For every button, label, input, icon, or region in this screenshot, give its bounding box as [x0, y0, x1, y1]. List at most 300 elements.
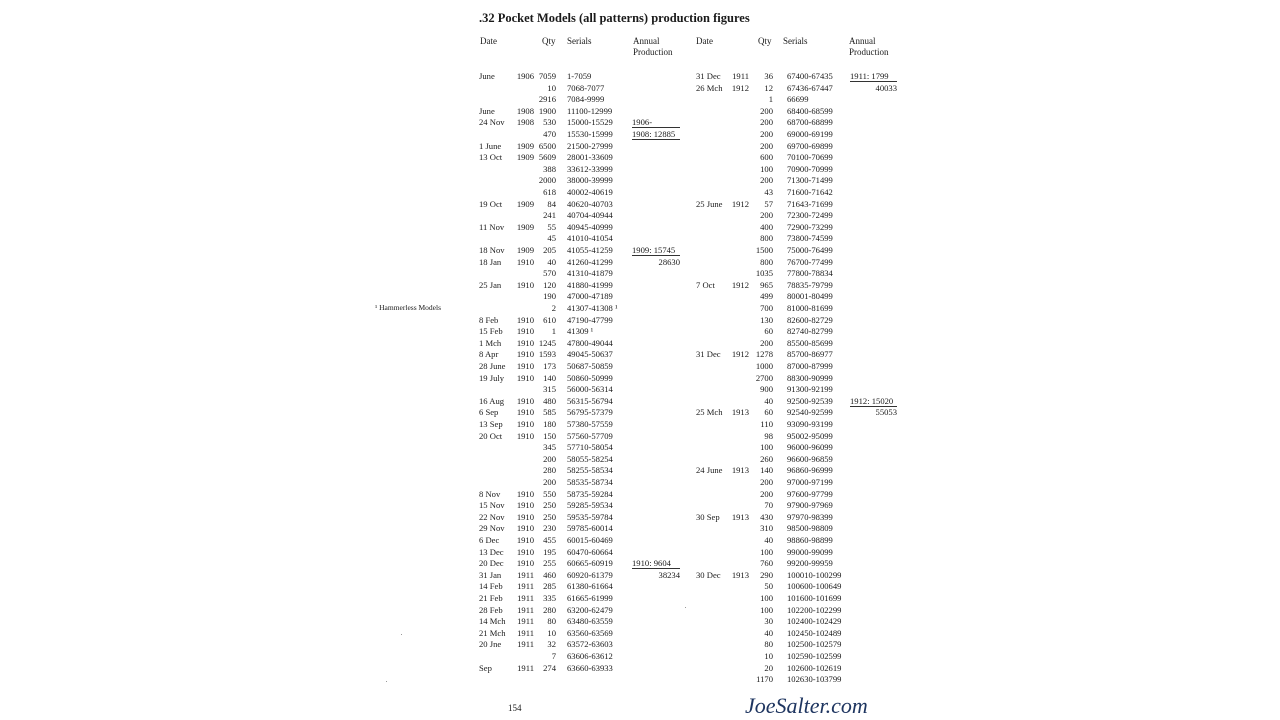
date-cell: 14 Mch [479, 616, 506, 627]
qty-cell: 2 [551, 303, 556, 313]
serials-cell: 85500-85699 [787, 337, 833, 348]
year-cell: 1913 [731, 511, 749, 522]
table-row [479, 453, 689, 465]
table-row [695, 221, 907, 233]
qty-cell: 1 [551, 326, 556, 337]
serials-cell: 102500-102579 [787, 639, 842, 650]
serials-cell: 47800-49044 [567, 337, 613, 348]
serials-cell: 92540-92599 [787, 407, 833, 418]
table-row [695, 360, 907, 372]
date-cell: 25 June [696, 198, 723, 209]
serials-cell: 63606-63612 [567, 651, 613, 661]
year-cell: 1909 [516, 245, 534, 255]
qty-cell: 100 [760, 163, 773, 174]
serials-cell: 63660-63933 [567, 662, 613, 673]
qty-cell: 460 [543, 569, 556, 580]
table-row [479, 128, 689, 140]
qty-cell: 100 [760, 442, 773, 453]
year-cell: 1910 [516, 488, 534, 499]
qty-cell: 84 [547, 198, 556, 209]
qty-cell: 32 [547, 639, 556, 650]
watermark-logo: JoeSalter.com [745, 693, 868, 718]
qty-cell: 470 [543, 129, 556, 139]
table-row [695, 488, 907, 500]
footnote-hammerless: ¹ Hammerless Models [375, 303, 441, 312]
table-row [479, 441, 689, 453]
qty-cell: 20 [764, 662, 773, 673]
qty-cell: 200 [760, 175, 773, 186]
header-qty-left: Qty [542, 36, 556, 46]
qty-cell: 2000 [538, 175, 556, 186]
table-row [479, 522, 689, 534]
table-row [479, 546, 689, 558]
table-row [479, 302, 689, 314]
table-row [695, 198, 907, 210]
table-row [479, 348, 689, 360]
year-cell: 1910 [516, 546, 534, 557]
serials-cell: 71600-71642 [787, 187, 833, 197]
table-row [695, 290, 907, 302]
table-row [479, 244, 689, 256]
date-cell: 1 June [479, 140, 502, 151]
production-table-left [479, 70, 689, 682]
serials-cell: 63200-62479 [567, 604, 613, 615]
qty-cell: 455 [543, 535, 556, 545]
table-row [695, 453, 907, 465]
qty-cell: 10 [547, 82, 556, 93]
serials-cell: 56795-57379 [567, 407, 613, 418]
date-cell: 8 Nov [479, 488, 501, 499]
table-row [695, 267, 907, 279]
table-row [479, 627, 689, 639]
serials-cell: 76700-77499 [787, 256, 833, 267]
table-row [695, 163, 907, 175]
qty-cell: 30 [764, 616, 773, 627]
table-row [695, 406, 907, 418]
table-row [479, 511, 689, 523]
year-cell: 1911 [517, 627, 534, 638]
qty-cell: 388 [543, 163, 556, 174]
annual-production-cell: 1912: 15020 [850, 395, 894, 406]
table-row [695, 534, 907, 546]
table-row [479, 337, 689, 349]
date-cell: 11 Nov [479, 221, 505, 232]
year-cell: 1911 [517, 569, 534, 580]
qty-cell: 335 [543, 593, 556, 603]
year-cell: 1911 [517, 616, 534, 627]
serials-cell: 1-7059 [567, 71, 592, 81]
serials-cell: 71643-71699 [787, 198, 833, 209]
year-cell: 1912 [731, 198, 749, 209]
qty-cell: 200 [760, 210, 773, 221]
serials-cell: 97900-97969 [787, 500, 833, 511]
year-cell: 1909 [516, 198, 534, 209]
table-row [695, 650, 907, 662]
serials-cell: 40620-40703 [567, 198, 613, 209]
table-row [695, 627, 907, 639]
qty-cell: 610 [543, 314, 556, 325]
table-row [695, 325, 907, 337]
table-row [479, 140, 689, 152]
date-cell: 16 Aug [479, 395, 505, 406]
table-row [695, 244, 907, 256]
date-cell: 7 Oct [696, 279, 715, 290]
qty-cell: 40 [764, 395, 773, 406]
serials-cell: 57560-57709 [567, 430, 613, 441]
date-cell: 18 Nov [479, 245, 505, 255]
qty-cell: 200 [760, 105, 773, 116]
serials-cell: 70100-70699 [787, 152, 833, 163]
table-row [479, 232, 689, 244]
table-row [695, 383, 907, 395]
table-row [479, 93, 689, 105]
serials-cell: 82740-82799 [787, 326, 833, 337]
year-cell: 1910 [516, 419, 534, 429]
date-cell: 31 Dec [696, 71, 721, 81]
table-row [695, 580, 907, 592]
serials-cell: 100010-100299 [787, 569, 842, 580]
annual-production-cell: 1910: 9604 [632, 558, 671, 569]
qty-cell: 100 [760, 546, 773, 557]
table-row [479, 151, 689, 163]
serials-cell: 41309 ¹ [567, 326, 594, 337]
table-row [479, 116, 689, 128]
year-cell: 1910 [516, 558, 534, 569]
serials-cell: 7084-9999 [567, 94, 605, 105]
qty-cell: 140 [543, 372, 556, 383]
serials-cell: 58735-59284 [567, 488, 613, 499]
table-row [479, 604, 689, 616]
serials-cell: 60920-61379 [567, 569, 613, 580]
date-cell: 15 Feb [479, 326, 503, 337]
qty-cell: 7 [551, 651, 556, 661]
qty-cell: 1000 [755, 361, 773, 371]
date-cell: 13 Sep [479, 419, 503, 429]
year-cell: 1908 [516, 105, 534, 116]
qty-cell: 10 [547, 627, 556, 638]
table-row [479, 406, 689, 418]
table-row [479, 476, 689, 488]
date-cell: 24 Nov [479, 117, 505, 128]
table-row [695, 499, 907, 511]
qty-cell: 190 [543, 291, 556, 302]
date-cell: 18 Jan [479, 256, 502, 267]
serials-cell: 101600-101699 [787, 593, 842, 603]
qty-cell: 200 [760, 488, 773, 499]
serials-cell: 102630-103799 [787, 674, 842, 685]
qty-cell: 2916 [538, 94, 556, 105]
serials-cell: 73800-74599 [787, 233, 833, 244]
table-row [479, 650, 689, 662]
table-row [479, 580, 689, 592]
qty-cell: 345 [543, 442, 556, 453]
qty-cell: 900 [760, 384, 773, 395]
year-cell: 1913 [731, 465, 749, 476]
production-table-right [695, 70, 907, 694]
qty-cell: 280 [543, 604, 556, 615]
serials-cell: 58535-58734 [567, 477, 613, 487]
serials-cell: 21500-27999 [567, 140, 613, 151]
qty-cell: 40 [764, 535, 773, 545]
table-row [695, 441, 907, 453]
serials-cell: 33612-33999 [567, 163, 613, 174]
serials-cell: 96860-96999 [787, 465, 833, 476]
date-cell: 30 Sep [696, 511, 720, 522]
serials-cell: 63560-63569 [567, 627, 613, 638]
table-row [695, 151, 907, 163]
qty-cell: 173 [543, 361, 556, 371]
annual-running-total-cell: 40033 [875, 82, 897, 93]
table-row [479, 209, 689, 221]
serials-cell: 61665-61999 [567, 593, 613, 603]
annual-production-cell: 1908: 12885 [632, 129, 676, 139]
qty-cell: 5609 [538, 152, 556, 163]
qty-cell: 241 [543, 210, 556, 221]
qty-cell: 1278 [755, 349, 773, 360]
serials-cell: 47190-47799 [567, 314, 613, 325]
year-cell: 1909 [516, 221, 534, 232]
header-qty-right: Qty [758, 36, 772, 46]
qty-cell: 200 [760, 117, 773, 128]
serials-cell: 96000-96099 [787, 442, 833, 453]
date-cell: 31 Dec [696, 349, 721, 360]
serials-cell: 68400-68599 [787, 105, 833, 116]
serials-cell: 15000-15529 [567, 117, 613, 128]
qty-cell: 274 [543, 662, 556, 673]
table-row [479, 638, 689, 650]
date-cell: 20 Jne [479, 639, 502, 650]
date-cell: 13 Oct [479, 152, 503, 163]
date-cell: June [479, 105, 495, 116]
serials-cell: 60665-60919 [567, 558, 613, 569]
year-cell: 1913 [731, 407, 749, 418]
serials-cell: 67436-67447 [787, 82, 833, 93]
serials-cell: 88300-90999 [787, 372, 833, 383]
serials-cell: 41307-41308 ¹ [567, 303, 618, 313]
header-date-right: Date [696, 36, 713, 46]
qty-cell: 800 [760, 256, 773, 267]
table-row [479, 198, 689, 210]
qty-cell: 600 [760, 152, 773, 163]
qty-cell: 585 [543, 407, 556, 418]
qty-cell: 36 [764, 71, 773, 81]
annual-production-cell: 1909: 15745 [632, 245, 676, 255]
date-cell: 19 July [479, 372, 505, 383]
table-row [479, 279, 689, 291]
table-row [479, 325, 689, 337]
table-row [695, 476, 907, 488]
date-cell: 13 Dec [479, 546, 504, 557]
table-row [695, 70, 907, 82]
date-cell: 1 Mch [479, 337, 502, 348]
serials-cell: 95002-95099 [787, 430, 833, 441]
serials-cell: 50687-50859 [567, 361, 613, 371]
date-cell: 22 Nov [479, 511, 505, 522]
serials-cell: 81000-81699 [787, 303, 833, 313]
qty-cell: 100 [760, 593, 773, 603]
qty-cell: 60 [764, 407, 773, 418]
serials-cell: 93090-93199 [787, 419, 833, 429]
qty-cell: 1170 [756, 674, 773, 685]
serials-cell: 40704-40944 [567, 210, 613, 221]
year-cell: 1910 [516, 361, 534, 371]
header-serials-left: Serials [567, 36, 592, 46]
date-cell: 19 Oct [479, 198, 503, 209]
qty-cell: 195 [543, 546, 556, 557]
date-cell: 21 Feb [479, 593, 503, 603]
serials-cell: 72300-72499 [787, 210, 833, 221]
table-row [695, 105, 907, 117]
year-cell: 1913 [731, 569, 749, 580]
qty-cell: 200 [760, 129, 773, 139]
serials-cell: 66699 [787, 94, 809, 105]
date-cell: 8 Feb [479, 314, 499, 325]
qty-cell: 6500 [538, 140, 556, 151]
date-cell: 24 June [696, 465, 723, 476]
serials-cell: 56315-56794 [567, 395, 613, 406]
serials-cell: 40002-40619 [567, 187, 613, 197]
serials-cell: 59785-60014 [567, 523, 613, 534]
year-cell: 1910 [516, 349, 534, 360]
date-cell: 8 Apr [479, 349, 499, 360]
serials-cell: 15530-15999 [567, 129, 613, 139]
serials-cell: 78835-79799 [787, 279, 833, 290]
year-cell: 1910 [516, 326, 534, 337]
qty-cell: 200 [543, 477, 556, 487]
serials-cell: 60015-60469 [567, 535, 613, 545]
serials-cell: 96600-96859 [787, 453, 833, 464]
table-row [479, 488, 689, 500]
serials-cell: 87000-87999 [787, 361, 833, 371]
serials-cell: 49045-50637 [567, 349, 613, 360]
serials-cell: 102200-102299 [787, 604, 842, 615]
serials-cell: 57380-57559 [567, 419, 613, 429]
table-row [479, 557, 689, 569]
serials-cell: 92500-92539 [787, 395, 833, 406]
year-cell: 1911 [517, 662, 534, 673]
qty-cell: 7059 [538, 71, 556, 81]
date-cell: June [479, 71, 495, 81]
serials-cell: 41880-41999 [567, 279, 613, 290]
serials-cell: 77800-78834 [787, 268, 833, 279]
table-row [479, 395, 689, 407]
qty-cell: 530 [543, 117, 556, 128]
year-cell: 1910 [516, 523, 534, 534]
serials-cell: 72900-73299 [787, 221, 833, 232]
annual-production-cell: 1906- [632, 117, 653, 128]
qty-cell: 130 [760, 314, 773, 325]
serials-cell: 85700-86977 [787, 349, 833, 360]
qty-cell: 280 [543, 465, 556, 476]
table-row [695, 116, 907, 128]
table-row [695, 174, 907, 186]
header-date-left: Date [480, 36, 497, 46]
qty-cell: 230 [543, 523, 556, 534]
year-cell: 1910 [516, 535, 534, 545]
table-row [479, 360, 689, 372]
qty-cell: 120 [543, 279, 556, 290]
qty-cell: 100 [760, 604, 773, 615]
table-row [695, 93, 907, 105]
annual-production-cell: 1911: 1799 [850, 71, 889, 81]
table-row [479, 186, 689, 198]
qty-cell: 60 [764, 326, 773, 337]
serials-cell: 41010-41054 [567, 233, 613, 244]
qty-cell: 40 [764, 627, 773, 638]
qty-cell: 40 [547, 256, 556, 267]
table-row [695, 464, 907, 476]
year-cell: 1909 [516, 140, 534, 151]
serials-cell: 59535-59784 [567, 511, 613, 522]
table-row [695, 418, 907, 430]
qty-cell: 250 [543, 511, 556, 522]
scan-speck [386, 681, 387, 682]
qty-cell: 700 [760, 303, 773, 313]
year-cell: 1911 [517, 593, 534, 603]
date-cell: 14 Feb [479, 581, 503, 592]
qty-cell: 290 [760, 569, 773, 580]
qty-cell: 618 [543, 187, 556, 197]
serials-cell: 59285-59534 [567, 500, 613, 511]
table-row [695, 522, 907, 534]
serials-cell: 60470-60664 [567, 546, 613, 557]
qty-cell: 1593 [538, 349, 556, 360]
qty-cell: 180 [543, 419, 556, 429]
serials-cell: 99000-99099 [787, 546, 833, 557]
serials-cell: 40945-40999 [567, 221, 613, 232]
year-cell: 1911 [517, 604, 534, 615]
date-cell: 31 Jan [479, 569, 502, 580]
qty-cell: 499 [760, 291, 773, 302]
serials-cell: 82600-82729 [787, 314, 833, 325]
table-row [695, 615, 907, 627]
serials-cell: 97970-98399 [787, 511, 833, 522]
year-cell: 1910 [516, 372, 534, 383]
date-cell: 20 Oct [479, 430, 503, 441]
table-row [695, 140, 907, 152]
qty-cell: 200 [760, 140, 773, 151]
year-cell: 1911 [517, 639, 534, 650]
serials-cell: 47000-47189 [567, 291, 613, 302]
qty-cell: 1 [768, 94, 773, 105]
date-cell: 6 Sep [479, 407, 499, 418]
table-row [695, 638, 907, 650]
qty-cell: 800 [760, 233, 773, 244]
table-row [695, 314, 907, 326]
qty-cell: 480 [543, 395, 556, 406]
qty-cell: 140 [760, 465, 773, 476]
qty-cell: 315 [543, 384, 556, 395]
qty-cell: 285 [543, 581, 556, 592]
qty-cell: 1500 [755, 245, 773, 255]
qty-cell: 10 [764, 651, 773, 661]
table-row [695, 372, 907, 384]
table-row [479, 569, 689, 581]
year-cell: 1910 [516, 500, 534, 511]
serials-cell: 91300-92199 [787, 384, 833, 395]
qty-cell: 200 [760, 477, 773, 487]
serials-cell: 58255-58534 [567, 465, 613, 476]
date-cell: 20 Dec [479, 558, 504, 569]
table-row [695, 82, 907, 94]
header-annual-right: Annual Production [849, 36, 889, 57]
serials-cell: 98500-98809 [787, 523, 833, 534]
table-row [479, 464, 689, 476]
table-row [695, 209, 907, 221]
serials-cell: 11100-12999 [567, 105, 613, 116]
year-cell: 1911 [732, 71, 749, 81]
qty-cell: 205 [543, 245, 556, 255]
